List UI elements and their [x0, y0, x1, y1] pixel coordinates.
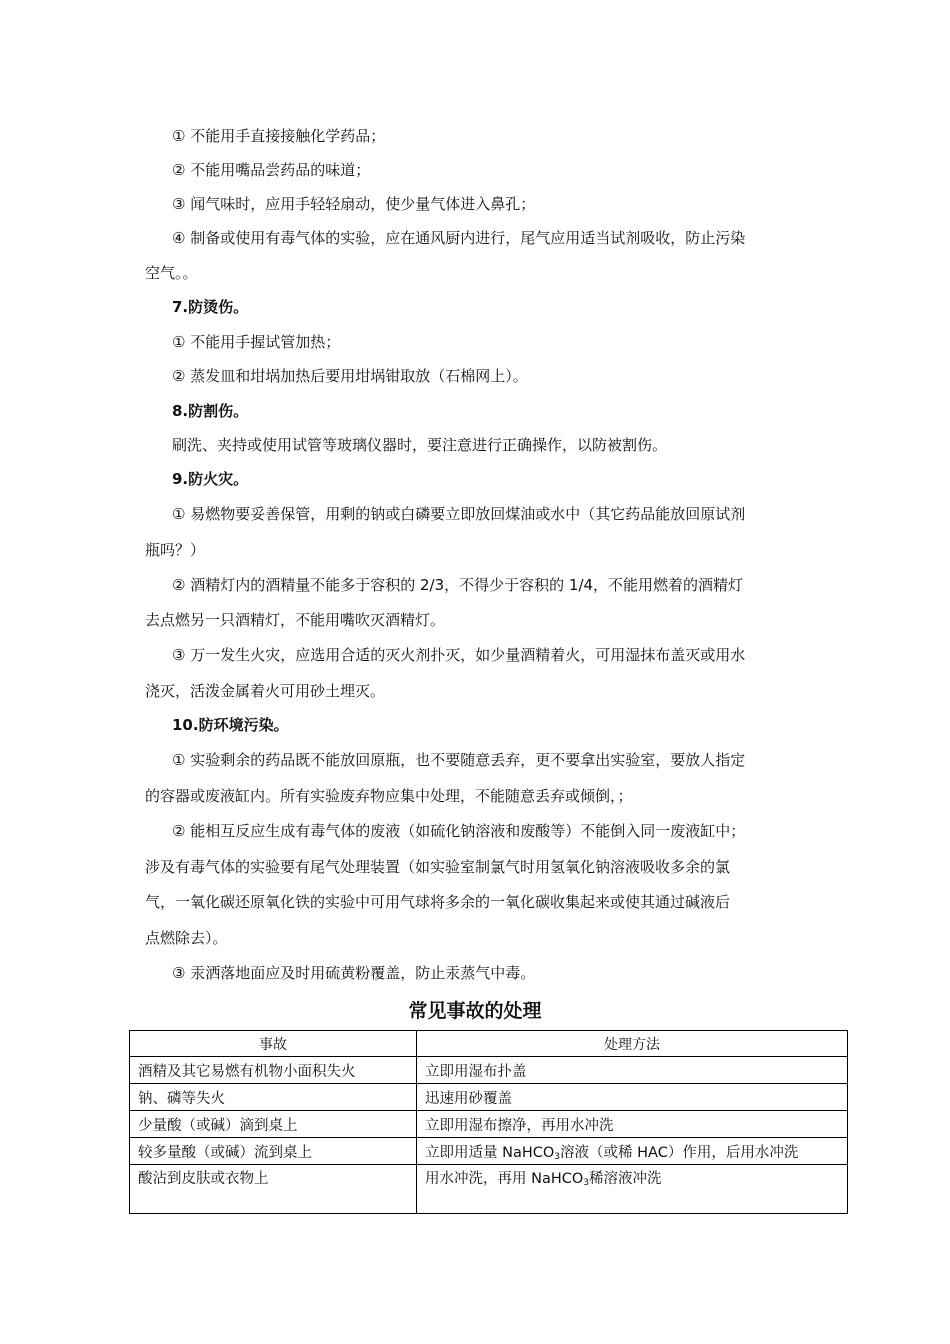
- table-row: [130, 1084, 848, 1111]
- table-row: [130, 1111, 848, 1138]
- paragraph: 浇灭，活泼金属着火可用砂土埋灭。: [145, 682, 386, 700]
- section-heading: 10.防环境污染。: [172, 716, 289, 734]
- subscript: 3: [583, 1178, 590, 1188]
- cell-text: 溶液（或稀 HAC）作用，后用水冲洗: [560, 1144, 799, 1161]
- table-cell: [417, 1138, 848, 1165]
- table-row: [130, 1138, 848, 1165]
- cell-text: 稀溶液冲洗: [589, 1171, 662, 1187]
- paragraph: 瓶吗？）: [145, 541, 206, 559]
- paragraph: ③ 汞洒落地面应及时用硫黄粉覆盖，防止汞蒸气中毒。: [172, 964, 536, 982]
- table-title: 常见事故的处理: [408, 1000, 542, 1022]
- table-row: [130, 1057, 848, 1084]
- paragraph: 点燃除去）。: [145, 929, 228, 947]
- paragraph: 空气。。: [145, 264, 198, 282]
- paragraph: ② 酒精灯内的酒精量不能多于容积的 2/3，不得少于容积的 1/4，不能用燃着的酒精灯: [172, 576, 744, 594]
- section-heading: 9.防火灾。: [172, 470, 249, 488]
- paragraph: ② 能相互反应生成有毒气体的废液（如硫化钠溶液和废酸等）不能倒入同一废液缸中；: [172, 822, 746, 840]
- cell-text: 立即用适量 NaHCO: [425, 1144, 555, 1161]
- paragraph: 刷洗、夹持或使用试管等玻璃仪器时，要注意进行正确操作，以防被割伤。: [172, 436, 668, 454]
- accident-table: [129, 1030, 848, 1214]
- table-header-row: [130, 1031, 848, 1057]
- paragraph: ① 不能用手直接接触化学药品；: [172, 127, 386, 145]
- section-heading: 7.防烫伤。: [172, 298, 249, 316]
- table-row: [130, 1165, 848, 1214]
- column-header: 处理方法: [417, 1031, 848, 1057]
- table-cell: 立即用湿布擦净，再用水冲洗: [417, 1111, 848, 1138]
- paragraph: 气，一氧化碳还原氧化铁的实验中可用气球将多余的一氧化碳收集起来或使其通过碱液后: [145, 893, 731, 911]
- paragraph: ② 不能用嘴品尝药品的味道；: [172, 161, 371, 179]
- paragraph: 的容器或废液缸内。所有实验废弃物应集中处理，不能随意丢弃或倾倒，；: [145, 787, 633, 805]
- table-cell: 钠、磷等失火: [130, 1084, 417, 1111]
- paragraph: ③ 闻气味时，应用手轻轻扇动，使少量气体进入鼻孔；: [172, 195, 536, 213]
- table-cell: 酸沾到皮肤或衣物上: [130, 1165, 417, 1214]
- subscript: 3: [554, 1151, 561, 1162]
- paragraph: ① 不能用手握试管加热；: [172, 333, 341, 351]
- table-cell: 立即用湿布扑盖: [417, 1057, 848, 1084]
- section-heading: 8.防割伤。: [172, 402, 249, 420]
- table-cell: 迅速用砂覆盖: [417, 1084, 848, 1111]
- paragraph: ② 蒸发皿和坩埚加热后要用坩埚钳取放（石棉网上）。: [172, 367, 528, 385]
- paragraph: ④ 制备或使用有毒气体的实验，应在通风厨内进行，尾气应用适当试剂吸收，防止污染: [172, 229, 746, 247]
- paragraph: ① 实验剩余的药品既不能放回原瓶，也不要随意丢弃，更不要拿出实验室，要放人指定: [172, 751, 746, 769]
- table-cell: 较多量酸（或碱）流到桌上: [130, 1138, 417, 1165]
- table-cell: [417, 1165, 848, 1214]
- paragraph: ① 易燃物要妥善保管，用剩的钠或白磷要立即放回煤油或水中（其它药品能放回原试剂: [172, 505, 746, 523]
- cell-text: 用水冲洗，再用 NaHCO: [425, 1171, 584, 1187]
- paragraph: ③ 万一发生火灾，应选用合适的灭火剂扑灭，如少量酒精着火，可用湿抹布盖灭或用水: [172, 646, 746, 664]
- paragraph: 涉及有毒气体的实验要有尾气处理装置（如实验室制氯气时用氢氧化钠溶液吸收多余的氯: [145, 858, 731, 876]
- paragraph: 去点燃另一只酒精灯，不能用嘴吹灭酒精灯。: [145, 611, 446, 629]
- column-header: 事故: [130, 1031, 417, 1057]
- table-cell: 少量酸（或碱）滴到桌上: [130, 1111, 417, 1138]
- table-cell: 酒精及其它易燃有机物小面积失火: [130, 1057, 417, 1084]
